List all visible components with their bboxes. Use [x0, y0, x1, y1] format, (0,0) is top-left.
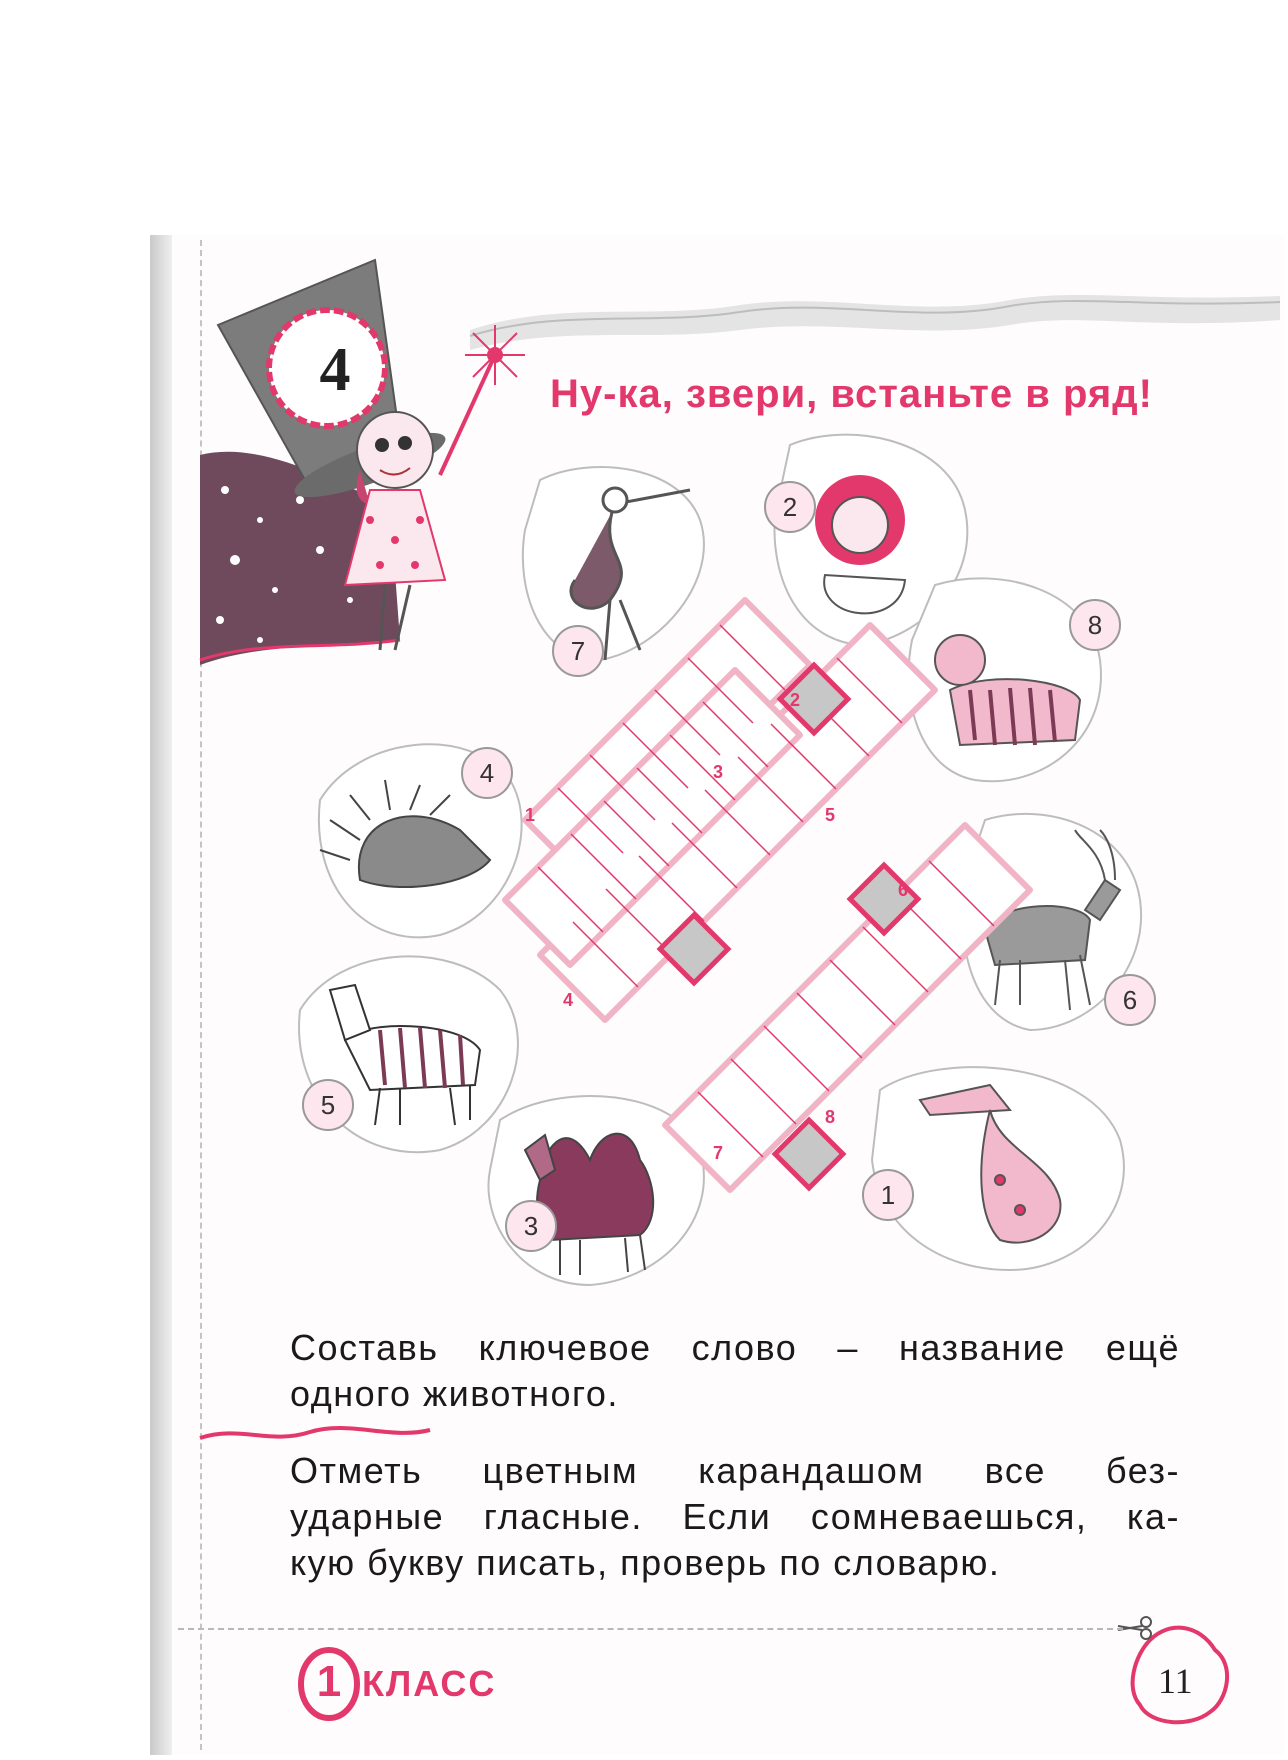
clue-number: 1 — [525, 805, 536, 825]
class-number: 1 — [316, 1657, 342, 1706]
clue-number: 7 — [713, 1143, 724, 1163]
picture-number: 7 — [570, 636, 586, 666]
clue-number: 2 — [790, 690, 801, 710]
clue-number: 4 — [563, 990, 574, 1010]
clue-number: 6 — [898, 880, 909, 900]
instruction-line: одного животного. — [290, 1373, 619, 1414]
clue-number: 8 — [825, 1107, 836, 1127]
instruction-line: кую букву писать, проверь по словарю. — [290, 1542, 1001, 1583]
page-number: 11 — [1158, 1661, 1193, 1701]
instruction-paragraph-1 — [290, 1325, 1180, 1417]
instruction-line: ударные гласные. Если сомневаешься, ка- — [290, 1496, 1180, 1537]
instruction-line: Составь ключевое слово – название ещё — [290, 1327, 1180, 1368]
class-label: КЛАСС — [362, 1663, 497, 1704]
instruction-line: Отметь цветным карандашом все без- — [290, 1450, 1180, 1491]
clue-number: 5 — [825, 805, 836, 825]
picture-number: 5 — [320, 1090, 336, 1120]
picture-number: 1 — [880, 1180, 896, 1210]
instruction-paragraph-2 — [290, 1448, 1180, 1586]
magic-wand — [440, 355, 495, 475]
lion-drawing — [815, 475, 905, 613]
picture-number: 2 — [782, 492, 798, 522]
picture-number: 3 — [523, 1211, 539, 1241]
fairy-face — [357, 412, 433, 488]
picture-number: 6 — [1122, 985, 1138, 1015]
task-number: 4 — [319, 336, 351, 404]
task-title: Ну-ка, звери, встаньте в ряд! — [550, 372, 1153, 416]
section-squiggle — [200, 1428, 430, 1438]
picture-number: 8 — [1087, 610, 1103, 640]
clue-number: 3 — [713, 762, 724, 782]
picture-number: 4 — [479, 758, 495, 788]
cut-line-bottom — [178, 1628, 1123, 1630]
